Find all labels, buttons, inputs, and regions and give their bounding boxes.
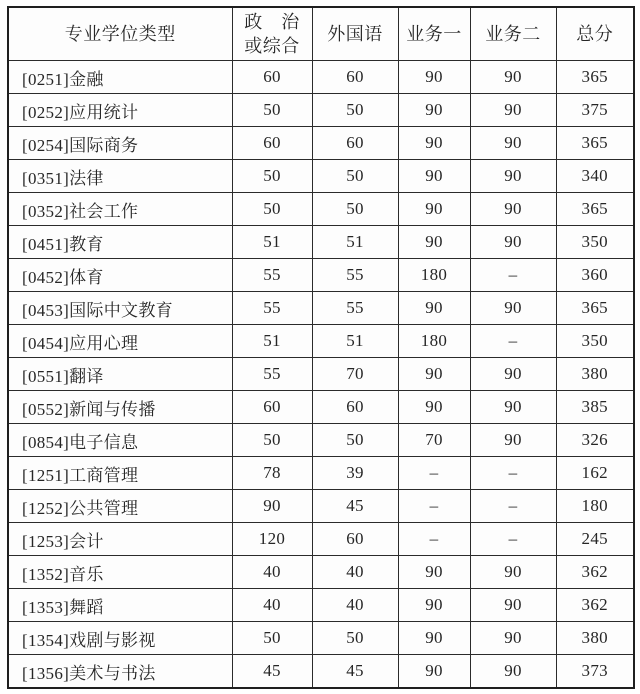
col-header-politics-line1: 政 治 bbox=[244, 11, 300, 32]
score-cell-total: 245 bbox=[556, 523, 634, 556]
score-cell-foreign-language: 45 bbox=[312, 655, 398, 689]
score-cell-total: 365 bbox=[556, 193, 634, 226]
table-row bbox=[8, 556, 634, 589]
score-cell-subject-two: 90 bbox=[470, 556, 556, 589]
table-row bbox=[8, 457, 634, 490]
score-cell-foreign-language: 45 bbox=[312, 490, 398, 523]
score-cell-total: 362 bbox=[556, 589, 634, 622]
score-cell-subject-one: – bbox=[398, 457, 470, 490]
score-cell-total: 380 bbox=[556, 622, 634, 655]
table-row bbox=[8, 94, 634, 127]
degree-type-cell: [1252]公共管理 bbox=[8, 490, 232, 523]
table-row bbox=[8, 292, 634, 325]
score-cell-subject-two: – bbox=[470, 490, 556, 523]
score-cell-subject-one: 90 bbox=[398, 622, 470, 655]
degree-type-cell: [0452]体育 bbox=[8, 259, 232, 292]
degree-type-cell: [1251]工商管理 bbox=[8, 457, 232, 490]
score-cell-politics: 51 bbox=[232, 325, 312, 358]
score-cell-total: 373 bbox=[556, 655, 634, 689]
score-cell-subject-one: 90 bbox=[398, 391, 470, 424]
score-cell-subject-two: 90 bbox=[470, 94, 556, 127]
table-row bbox=[8, 226, 634, 259]
score-cell-subject-two: 90 bbox=[470, 391, 556, 424]
score-cell-subject-one: 90 bbox=[398, 589, 470, 622]
score-cell-politics: 50 bbox=[232, 622, 312, 655]
score-cell-foreign-language: 55 bbox=[312, 292, 398, 325]
score-cell-foreign-language: 50 bbox=[312, 424, 398, 457]
score-cell-total: 365 bbox=[556, 61, 634, 94]
score-cell-foreign-language: 50 bbox=[312, 193, 398, 226]
table-row bbox=[8, 127, 634, 160]
score-cell-total: 380 bbox=[556, 358, 634, 391]
score-cell-subject-one: 180 bbox=[398, 259, 470, 292]
degree-type-cell: [0254]国际商务 bbox=[8, 127, 232, 160]
score-cell-subject-one: 90 bbox=[398, 292, 470, 325]
col-header-politics-line2: 或综合 bbox=[244, 36, 300, 56]
score-cell-politics: 55 bbox=[232, 292, 312, 325]
degree-type-cell: [0252]应用统计 bbox=[8, 94, 232, 127]
degree-type-cell: [0251]金融 bbox=[8, 61, 232, 94]
score-cell-subject-two: 90 bbox=[470, 292, 556, 325]
score-cell-total: 365 bbox=[556, 292, 634, 325]
score-cell-subject-one: 70 bbox=[398, 424, 470, 457]
score-cell-subject-two: 90 bbox=[470, 226, 556, 259]
col-header-degree-type: 专业学位类型 bbox=[8, 7, 232, 61]
table-row bbox=[8, 391, 634, 424]
score-cell-politics: 60 bbox=[232, 61, 312, 94]
col-header-politics-or-comprehensive bbox=[232, 7, 312, 61]
score-cell-politics: 55 bbox=[232, 259, 312, 292]
score-cell-subject-one: 90 bbox=[398, 127, 470, 160]
score-cell-total: 365 bbox=[556, 127, 634, 160]
col-header-subject-two: 业务二 bbox=[470, 7, 556, 61]
score-cell-foreign-language: 50 bbox=[312, 160, 398, 193]
score-cell-total: 385 bbox=[556, 391, 634, 424]
score-cell-total: 162 bbox=[556, 457, 634, 490]
score-cell-subject-two: 90 bbox=[470, 127, 556, 160]
score-cell-politics: 50 bbox=[232, 424, 312, 457]
score-cell-total: 340 bbox=[556, 160, 634, 193]
score-cell-foreign-language: 60 bbox=[312, 127, 398, 160]
score-cell-subject-two: 90 bbox=[470, 424, 556, 457]
score-cell-subject-two: 90 bbox=[470, 61, 556, 94]
degree-type-cell: [0453]国际中文教育 bbox=[8, 292, 232, 325]
score-cell-subject-one: 90 bbox=[398, 193, 470, 226]
degree-type-cell: [0352]社会工作 bbox=[8, 193, 232, 226]
score-cell-subject-two: 90 bbox=[470, 160, 556, 193]
score-cell-politics: 50 bbox=[232, 193, 312, 226]
score-cell-politics: 90 bbox=[232, 490, 312, 523]
col-header-foreign-language: 外国语 bbox=[312, 7, 398, 61]
score-cell-foreign-language: 60 bbox=[312, 391, 398, 424]
score-cell-total: 350 bbox=[556, 226, 634, 259]
col-header-total-score: 总分 bbox=[556, 7, 634, 61]
table-row bbox=[8, 325, 634, 358]
degree-type-cell: [0351]法律 bbox=[8, 160, 232, 193]
degree-type-cell: [1356]美术与书法 bbox=[8, 655, 232, 689]
score-cell-total: 375 bbox=[556, 94, 634, 127]
table-row bbox=[8, 160, 634, 193]
score-cell-total: 362 bbox=[556, 556, 634, 589]
score-cell-total: 326 bbox=[556, 424, 634, 457]
degree-type-cell: [0854]电子信息 bbox=[8, 424, 232, 457]
degree-type-cell: [1354]戏剧与影视 bbox=[8, 622, 232, 655]
score-cell-foreign-language: 39 bbox=[312, 457, 398, 490]
score-cell-politics: 51 bbox=[232, 226, 312, 259]
degree-type-cell: [0552]新闻与传播 bbox=[8, 391, 232, 424]
score-cell-subject-one: – bbox=[398, 490, 470, 523]
score-cell-subject-one: 90 bbox=[398, 556, 470, 589]
score-cell-foreign-language: 55 bbox=[312, 259, 398, 292]
score-cell-subject-two: 90 bbox=[470, 622, 556, 655]
score-cell-subject-one: 90 bbox=[398, 655, 470, 689]
score-cell-total: 360 bbox=[556, 259, 634, 292]
table-row bbox=[8, 424, 634, 457]
score-cell-politics: 50 bbox=[232, 160, 312, 193]
score-cell-subject-two: 90 bbox=[470, 193, 556, 226]
table-row bbox=[8, 193, 634, 226]
score-cell-subject-two: – bbox=[470, 325, 556, 358]
score-cell-politics: 60 bbox=[232, 391, 312, 424]
score-cell-subject-one: 90 bbox=[398, 160, 470, 193]
score-cell-total: 180 bbox=[556, 490, 634, 523]
header-row bbox=[8, 7, 634, 61]
col-header-subject-one: 业务一 bbox=[398, 7, 470, 61]
table-row bbox=[8, 490, 634, 523]
table-row bbox=[8, 259, 634, 292]
score-cell-subject-one: 180 bbox=[398, 325, 470, 358]
score-cell-subject-two: 90 bbox=[470, 358, 556, 391]
table-row bbox=[8, 61, 634, 94]
score-cell-subject-one: 90 bbox=[398, 61, 470, 94]
score-cell-subject-two: – bbox=[470, 523, 556, 556]
score-cell-total: 350 bbox=[556, 325, 634, 358]
score-cell-subject-two: – bbox=[470, 259, 556, 292]
admission-score-table bbox=[7, 6, 635, 689]
score-cell-foreign-language: 60 bbox=[312, 523, 398, 556]
degree-type-cell: [1353]舞蹈 bbox=[8, 589, 232, 622]
score-cell-foreign-language: 40 bbox=[312, 589, 398, 622]
score-cell-politics: 40 bbox=[232, 589, 312, 622]
score-cell-politics: 40 bbox=[232, 556, 312, 589]
score-cell-foreign-language: 50 bbox=[312, 622, 398, 655]
score-cell-subject-one: 90 bbox=[398, 94, 470, 127]
score-cell-subject-one: 90 bbox=[398, 226, 470, 259]
table-row bbox=[8, 523, 634, 556]
score-cell-foreign-language: 60 bbox=[312, 61, 398, 94]
table-body bbox=[8, 61, 634, 689]
score-cell-politics: 78 bbox=[232, 457, 312, 490]
score-cell-foreign-language: 50 bbox=[312, 94, 398, 127]
degree-type-cell: [1352]音乐 bbox=[8, 556, 232, 589]
table-row bbox=[8, 655, 634, 689]
score-cell-politics: 120 bbox=[232, 523, 312, 556]
degree-type-cell: [0454]应用心理 bbox=[8, 325, 232, 358]
table-row bbox=[8, 358, 634, 391]
table-row bbox=[8, 589, 634, 622]
score-cell-subject-two: 90 bbox=[470, 589, 556, 622]
score-cell-foreign-language: 51 bbox=[312, 226, 398, 259]
score-cell-foreign-language: 51 bbox=[312, 325, 398, 358]
score-cell-foreign-language: 70 bbox=[312, 358, 398, 391]
score-cell-politics: 55 bbox=[232, 358, 312, 391]
score-cell-foreign-language: 40 bbox=[312, 556, 398, 589]
degree-type-cell: [1253]会计 bbox=[8, 523, 232, 556]
score-cell-politics: 60 bbox=[232, 127, 312, 160]
degree-type-cell: [0551]翻译 bbox=[8, 358, 232, 391]
score-cell-subject-two: – bbox=[470, 457, 556, 490]
score-cell-subject-one: – bbox=[398, 523, 470, 556]
score-cell-subject-one: 90 bbox=[398, 358, 470, 391]
degree-type-cell: [0451]教育 bbox=[8, 226, 232, 259]
table-row bbox=[8, 622, 634, 655]
score-cell-politics: 50 bbox=[232, 94, 312, 127]
score-cell-politics: 45 bbox=[232, 655, 312, 689]
score-cell-subject-two: 90 bbox=[470, 655, 556, 689]
